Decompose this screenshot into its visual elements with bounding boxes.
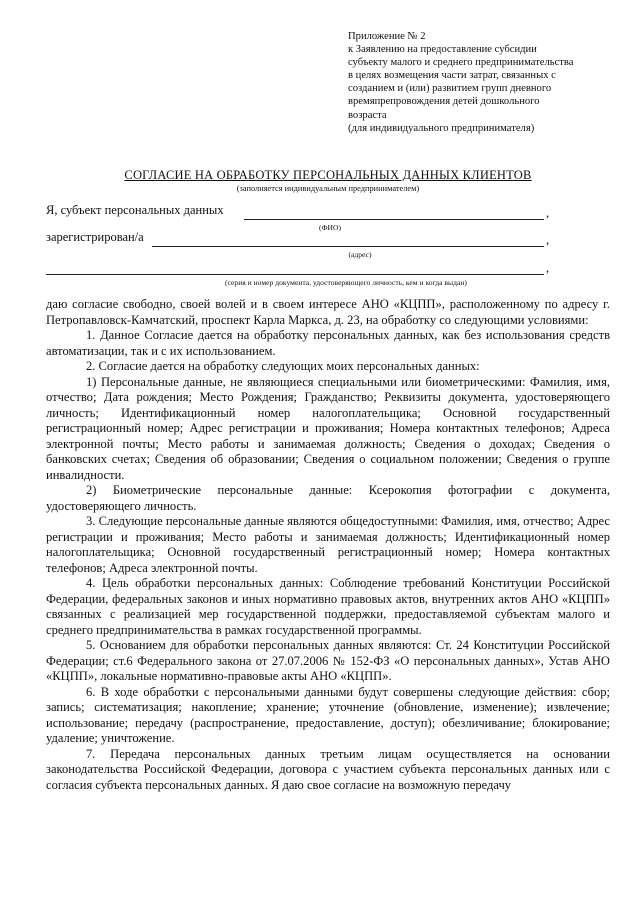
annex-line: Приложение № 2 [348,31,426,42]
annex-line: (для индивидуального предпринимателя) [348,122,535,134]
registered-label: зарегистрирован/а [46,230,144,244]
paragraph-7: 7. Передача персональных данных третьим лицам осуществляется на основании законодательства Российской Федерации, договора с участием субъекта персональных данных или с согласия субъекта персональных данных. Я даю свое согласие на возможную передачу [46,746,610,792]
consent-body [46,297,610,793]
address-caption: (адрес) [348,250,372,259]
paragraph-1: 1. Данное Согласие дается на обработку персональных данных, как без использования средств автоматизации, так и с их использованием. [46,328,610,358]
annex-line: возраста [348,109,387,121]
subject-label: Я, субъект персональных данных [46,203,224,217]
document-line[interactable] [46,274,544,275]
paragraph-2: 2. Согласие дается на обработку следующих моих персональных данных: [86,359,480,373]
annex-line: субъекту малого и среднего предпринимательства [348,57,574,69]
annex-line: к Заявлению на предоставление субсидии [348,44,537,56]
fio-comma: , [546,206,550,220]
document-title: СОГЛАСИЕ НА ОБРАБОТКУ ПЕРСОНАЛЬНЫХ ДАННЫХ КЛИЕНТОВ [124,168,532,182]
fio-line[interactable] [244,219,544,220]
address-line[interactable] [152,246,544,247]
document-comma: , [546,261,550,275]
document-caption: (серия и номер документа, удостоверяющего личность, кем и когда выдан) [225,278,467,287]
paragraph-intro: даю согласие свободно, своей волей и в своем интересе АНО «КЦПП», расположенному по адресу г. Петропавловск-Камчатский, проспект Карла Маркса, д. 23, на обработку со следующими условиями: [46,297,610,327]
paragraph-6: 6. В ходе обработки с персональными данными будут совершены следующие действия: сбор; запись; систематизация; накопление; хранение; уточнение (обновление, изменение); извлечение; использование; передачу (распространение, предоставление, доступ); обезличивание; блокирование; удаление; уничтожение. [46,684,610,745]
paragraph-3: 3. Следующие персональные данные являются общедоступными: Фамилия, имя, отчество; Адрес регистрации и проживания; Место работы и занимаемая должность; Идентификационный номер налогоплательщика; Основной государственный регистрационный номер; Номера контактных телефонов; Адреса электронной почты. [46,514,610,575]
paragraph-2-1: 1) Персональные данные, не являющиеся специальными или биометрическими: Фамилия, имя, отчество; Дата рождения; Место Рождения; Гражданство; Реквизиты документа, удостоверяющего личность; Идентификационный номер налогоплательщика; Основной государственный регистрационный номер; Адрес регистрации и проживания; Номера контактных телефонов; Адреса электронной почты; Место работы и занимаемая должность; Сведения о доходах; Сведения о банковских счетах; Сведения об образовании; Сведения о социальном положении; Сведения о группе инвалидности. [46,374,610,482]
annex-line: времяпрепровождения детей дошкольного [348,96,540,108]
address-comma: , [546,233,550,247]
paragraph-5: 5. Основанием для обработки персональных данных являются: Ст. 24 Конституции Российской Федерации; ст.6 Федерального закона от 27.07.2006 № 152-ФЗ «О персональных данных», Устав АНО «КЦПП», локальные нормативно-правовые акты АНО «КЦПП». [46,638,610,683]
fio-caption: (ФИО) [318,223,342,232]
document-subtitle: (заполняется индивидуальным предпринимателем) [236,184,420,193]
paragraph-2-2: 2) Биометрические персональные данные: Ксерокопия фотографии с документа, удостоверяющего личность. [46,483,610,513]
annex-line: созданием и (или) развитием групп дневного [348,83,552,95]
annex-line: в целях возмещения части затрат, связанных с [348,70,556,82]
paragraph-4: 4. Цель обработки персональных данных: Соблюдение требований Конституции Российской Федерации, федеральных законов и иных нормативно правовых актов, внутренних актов АНО «КЦПП» связанных с реализацией мер государственной поддержки, предоставляемой субъектам малого и среднего предпринимательства в рамках государственной программы. [46,576,610,637]
annex-block [348,30,618,135]
